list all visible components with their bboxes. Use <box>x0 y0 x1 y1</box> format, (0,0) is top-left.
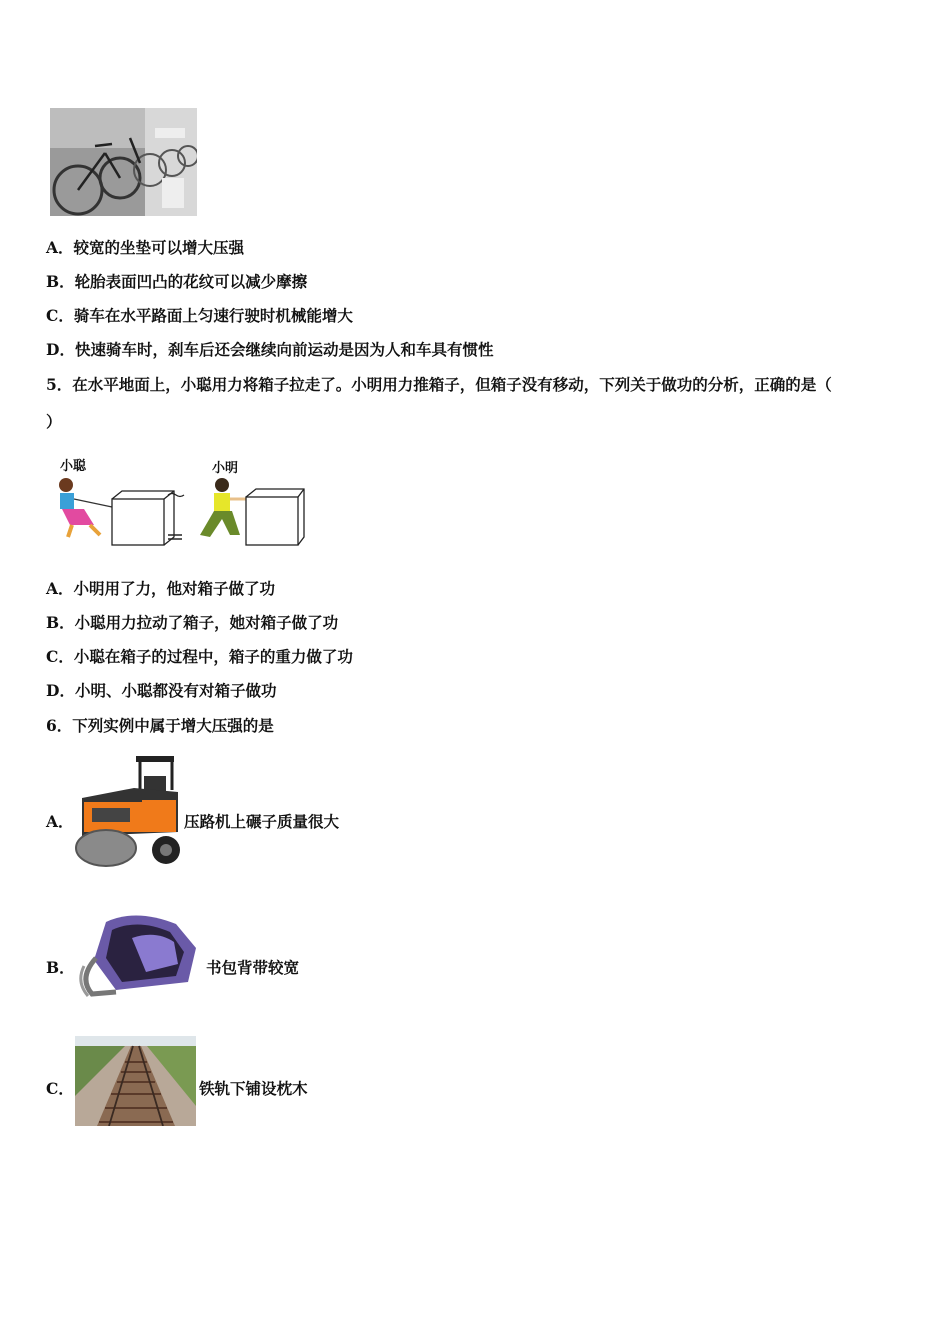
option-text: 轮胎表面凹凸的花纹可以减少摩擦 <box>74 272 308 291</box>
q6-option-a-letter[interactable]: A． <box>46 812 74 831</box>
option-letter: B． <box>46 613 75 632</box>
figure-label-xiaoming: 小明 <box>212 461 239 476</box>
q5-option-d[interactable] <box>46 679 276 701</box>
railway-image <box>75 1036 196 1126</box>
q6-option-b-letter[interactable]: B． <box>46 958 75 977</box>
q6-option-c-text: 铁轨下铺设枕木 <box>199 1079 308 1098</box>
school-bag-image <box>76 908 204 1000</box>
option-letter: C． <box>46 306 74 325</box>
option-text: 小聪用力拉动了箱子，她对箱子做了功 <box>74 613 339 632</box>
q4-option-d[interactable] <box>46 338 493 360</box>
q5-option-a[interactable] <box>46 577 275 599</box>
q5-option-c[interactable] <box>46 645 353 667</box>
option-letter: A． <box>46 579 74 598</box>
option-text: 小聪在箱子的过程中，箱子的重力做了功 <box>73 647 353 666</box>
figure-label-xiaocong: 小聪 <box>60 459 87 474</box>
bicycle-photo <box>50 108 197 216</box>
option-letter: D． <box>46 340 75 359</box>
q6-option-a-text: 压路机上碾子质量很大 <box>184 812 340 831</box>
option-text: 小明、小聪都没有对箱子做功 <box>74 681 277 700</box>
option-text: 小明用了力，他对箱子做了功 <box>73 579 276 598</box>
option-text: 快速骑车时，刹车后还会继续向前运动是因为人和车具有惯性 <box>74 340 494 359</box>
option-text: 较宽的坐垫可以增大压强 <box>73 238 245 257</box>
q5-stem-line1: 5．在水平地面上，小聪用力将箱子拉走了。小明用力推箱子，但箱子没有移动，下列关于做功的分析，正确的是（ <box>46 375 832 394</box>
q6-option-c-letter[interactable]: C． <box>46 1079 74 1098</box>
boy-head <box>215 478 229 492</box>
girl-head <box>59 478 73 492</box>
option-letter: A． <box>46 238 74 257</box>
q6-stem: 6．下列实例中属于增大压强的是 <box>46 716 274 735</box>
q4-option-c[interactable] <box>46 304 353 326</box>
option-text: 骑车在水平路面上匀速行驶时机械能增大 <box>73 306 353 325</box>
q6-option-b-text: 书包背带较宽 <box>206 958 300 977</box>
q5-stem-line2: ） <box>46 412 62 431</box>
option-letter: D． <box>46 681 75 700</box>
push-pull-figure <box>50 455 305 550</box>
road-roller-image <box>74 750 184 870</box>
option-letter: C． <box>46 647 74 666</box>
q4-option-a[interactable] <box>46 236 244 258</box>
option-letter: B． <box>46 272 75 291</box>
q4-option-b[interactable] <box>46 270 307 292</box>
q5-option-b[interactable] <box>46 611 338 633</box>
